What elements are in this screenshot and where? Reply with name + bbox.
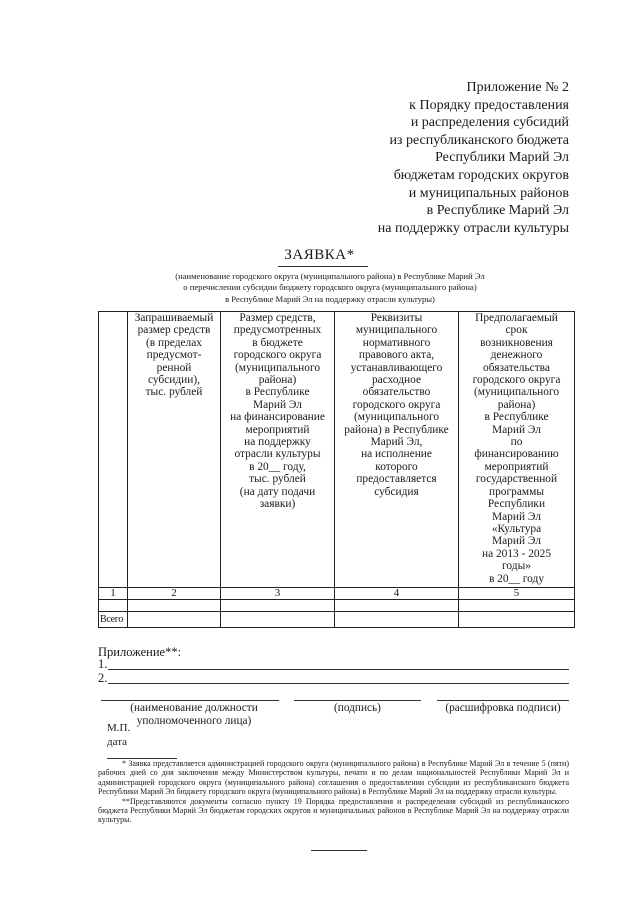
header-line: на исполнение (361, 448, 432, 461)
header-line: (муниципального (353, 411, 440, 424)
header-line: в 20__ году, (249, 460, 306, 473)
appendix-line: и распределения субсидий (410, 115, 569, 131)
position-label-line: уполномоченного лица) (136, 715, 252, 727)
header-line: (в пределах (145, 336, 202, 349)
header-line: тыс. рублей (249, 473, 306, 486)
appendix-header (309, 79, 569, 237)
header-line: устанавливающего (350, 361, 443, 374)
header-line: денежного (490, 349, 543, 362)
header-line: ренной (156, 361, 192, 374)
position-label-line: (наименование должности (130, 702, 258, 714)
title-fill-line (278, 266, 368, 267)
decoding-label: (расшифровка подписи) (445, 702, 561, 714)
header-line: в бюджете (252, 336, 303, 349)
table-number-row (99, 588, 575, 600)
header-cell-budget-amount (221, 312, 335, 588)
stamp-label: М.П. (107, 722, 131, 734)
header-line: предусмотренных (233, 324, 322, 337)
header-line: мероприятий (484, 460, 549, 473)
table-cell[interactable] (335, 612, 459, 628)
header-line: городского округа (352, 398, 441, 411)
header-line: Реквизиты (370, 312, 423, 324)
attachment-item[interactable] (98, 671, 569, 685)
header-cell-requested-amount (128, 312, 221, 588)
header-line: муниципального (355, 324, 438, 337)
table-cell[interactable] (335, 600, 459, 612)
header-line: обязательства (483, 361, 550, 374)
header-cell-0 (99, 312, 128, 588)
header-line: Марий Эл, (370, 436, 423, 449)
header-line: на поддержку (244, 436, 311, 449)
header-line: возникновения (480, 336, 553, 349)
subtitle-line: о перечислении субсидии бюджету городского округа (муниципального района) (183, 282, 477, 293)
header-line: района) (497, 398, 536, 411)
appendix-line: на поддержку отрасли культуры (377, 220, 569, 236)
header-cell-obligation-term (459, 312, 575, 588)
header-line: мероприятий (245, 423, 310, 436)
header-line: Республики (487, 498, 546, 511)
header-line: в Республике (245, 386, 310, 399)
header-line: тыс. рублей (145, 386, 203, 399)
header-line: в 20__ году (488, 572, 545, 585)
attachment-fill-line (108, 683, 569, 684)
request-table (98, 311, 575, 628)
header-line: срок (505, 324, 528, 337)
header-line: по (510, 436, 523, 449)
signature-label: (подпись) (334, 702, 381, 714)
footnote-2: **Представляются документы согласно пункту 19 Порядка предоставления и распределения субсидий из республиканского бюджета Республики Марий Эл бюджетам городских округов и муниципальных районов в Республике Марий Эл на поддержку отрасли культуры. (98, 796, 569, 825)
table-row (99, 600, 575, 612)
header-line: Предполагаемый (475, 312, 558, 324)
header-line: на финансирование (230, 411, 325, 424)
attachment-item-number: 1. (98, 657, 108, 671)
subtitle-line: в Республике Марий Эл на поддержку отрасли культуры) (225, 293, 435, 304)
header-line: (муниципального (234, 361, 321, 374)
footnote-1: * Заявка представляется администрацией городского округа (муниципального района) в Республике Марий Эл в течение 5 (пяти) рабочих дней со дня заключения между Министерством культуры, печати и по делам национальностей Республики Марий Эл и администрацией городского округа (муниципального района) соглашения о предоставлении субсидии из республиканского бюджета Республики Марий Эл бюджету городского округа (муниципального района) в Республике Марий Эл на поддержку отрасли культуры. (98, 759, 569, 797)
header-line: программы (489, 485, 544, 498)
header-line: финансированию (474, 448, 559, 461)
header-line: Размер средств, (239, 312, 316, 324)
table-cell[interactable] (221, 612, 335, 628)
decoding-fill-line[interactable] (437, 700, 569, 701)
header-line: городского округа (233, 349, 322, 362)
header-line: размер средств (137, 324, 211, 337)
total-label: Всего (99, 612, 128, 628)
column-number: 5 (459, 588, 575, 600)
header-line: государственной (475, 473, 558, 486)
bottom-rule (311, 850, 367, 851)
subtitle-line: (наименование городского округа (муниципального района) в Республике Марий Эл (175, 271, 485, 281)
header-line: в Республике (484, 411, 549, 424)
appendix-line: Приложение № 2 (466, 80, 569, 95)
header-line: обязательство (362, 386, 431, 399)
header-line: правового акта, (358, 349, 435, 362)
header-line: Марий Эл (492, 535, 541, 548)
table-header-row (99, 312, 575, 588)
table-cell[interactable] (459, 612, 575, 628)
appendix-line: из республиканского бюджета (389, 132, 569, 148)
attachment-item[interactable] (98, 657, 569, 671)
table-cell[interactable] (459, 600, 575, 612)
header-line: субсидии), (147, 374, 201, 387)
header-line: района) в Республике (344, 423, 449, 436)
header-line: годы» (502, 560, 531, 573)
document-title: ЗАЯВКА* (284, 247, 355, 263)
header-cell-legal-act (335, 312, 459, 588)
appendix-line: в Республике Марий Эл (426, 203, 569, 219)
header-line: предусмот- (146, 349, 202, 362)
header-line: (на дату подачи (239, 485, 316, 498)
column-number: 3 (221, 588, 335, 600)
header-line: Марий Эл (492, 423, 541, 436)
document-subtitle (100, 271, 560, 305)
column-number: 1 (99, 588, 128, 600)
signature-fill-line[interactable] (294, 700, 421, 701)
column-number: 4 (335, 588, 459, 600)
appendix-line: Республики Марий Эл (435, 150, 569, 166)
attachment-fill-line (108, 669, 569, 670)
header-line: «Культура (491, 522, 542, 535)
header-line: нормативного (362, 336, 431, 349)
header-line: городского округа (472, 374, 561, 387)
table-cell[interactable] (128, 600, 221, 612)
header-line: расходное (371, 374, 422, 387)
header-line: Запрашиваемый (134, 312, 214, 324)
appendix-line: к Порядку предоставления (409, 97, 569, 113)
attachment-title: Приложение**: (98, 645, 182, 659)
date-label: дата (107, 735, 128, 748)
position-fill-line[interactable] (101, 700, 279, 701)
header-line: Марий Эл (253, 398, 302, 411)
stamp-block (107, 722, 130, 749)
appendix-line: и муниципальных районов (408, 185, 569, 201)
header-line: заявки) (259, 498, 296, 511)
header-line: (муниципального (473, 386, 560, 399)
appendix-line: бюджетам городских округов (393, 167, 569, 183)
footnotes (98, 759, 569, 825)
header-line: предоставляется (356, 473, 437, 486)
header-line: которого (375, 460, 418, 473)
header-line: на 2013 - 2025 (481, 547, 552, 560)
table-cell[interactable] (99, 600, 128, 612)
header-line: отрасли культуры (234, 448, 321, 461)
position-label (112, 702, 276, 728)
column-number: 2 (128, 588, 221, 600)
header-line: субсидия (374, 485, 419, 498)
table-cell[interactable] (128, 612, 221, 628)
attachment-item-number: 2. (98, 671, 108, 685)
table-cell[interactable] (221, 600, 335, 612)
table-total-row (99, 612, 575, 628)
header-line: района) (258, 374, 297, 387)
header-line: Марий Эл (492, 510, 541, 523)
